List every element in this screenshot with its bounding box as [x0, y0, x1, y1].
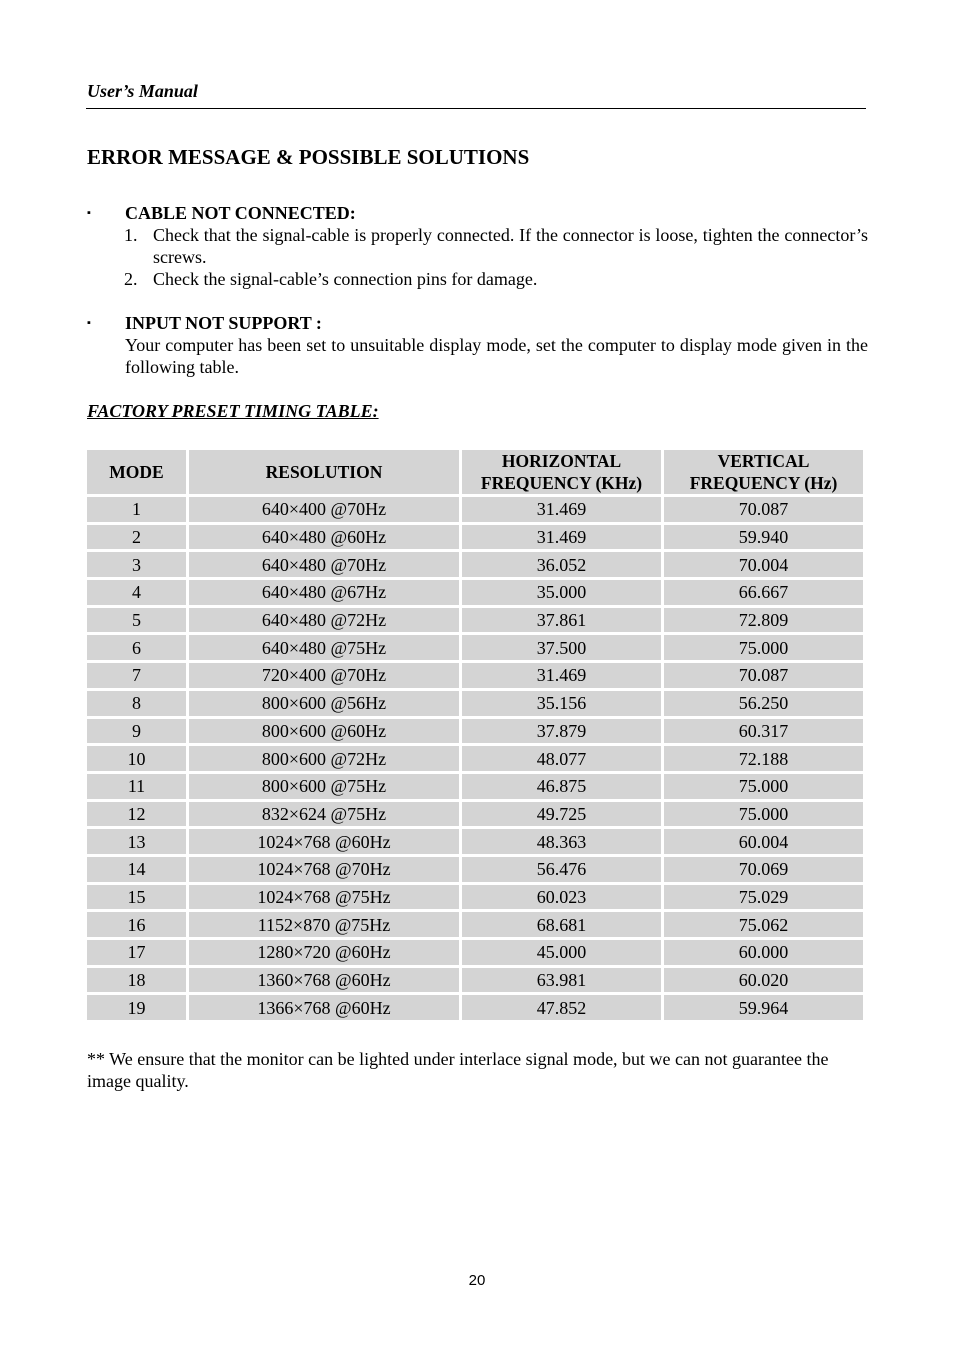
section-cable-not-connected: [87, 202, 868, 290]
cell-resolution: 1024×768 @75Hz: [189, 885, 459, 910]
cell-resolution: 1360×768 @60Hz: [189, 968, 459, 993]
cell-resolution: 1366×768 @60Hz: [189, 995, 459, 1020]
cell-resolution: 800×600 @56Hz: [189, 691, 459, 716]
cell-resolution: 1152×870 @75Hz: [189, 912, 459, 937]
table-row: [87, 691, 863, 716]
cell-mode: 15: [87, 885, 186, 910]
table-row: [87, 940, 863, 965]
bullet-icon: ▪: [87, 207, 91, 219]
cell-horizontal-frequency: 49.725: [462, 802, 661, 827]
cell-mode: 14: [87, 857, 186, 882]
cell-horizontal-frequency: 31.469: [462, 497, 661, 522]
cell-horizontal-frequency: 48.077: [462, 746, 661, 771]
step-number: 2.: [124, 269, 138, 289]
table-row: [87, 497, 863, 522]
cell-resolution: 640×480 @75Hz: [189, 635, 459, 660]
table-row: [87, 968, 863, 993]
cell-vertical-frequency: 60.020: [664, 968, 863, 993]
section-heading: CABLE NOT CONNECTED:: [125, 203, 356, 223]
cell-horizontal-frequency: 47.852: [462, 995, 661, 1020]
cell-resolution: 832×624 @75Hz: [189, 802, 459, 827]
step-text: Check that the signal-cable is properly connected. If the connector is loose, tighten the connector’s screws.: [153, 225, 868, 267]
table-row: [87, 912, 863, 937]
cell-horizontal-frequency: 63.981: [462, 968, 661, 993]
step-list: [87, 224, 868, 290]
table-row: [87, 525, 863, 550]
cell-resolution: 640×480 @67Hz: [189, 580, 459, 605]
cell-vertical-frequency: 75.000: [664, 774, 863, 799]
table-row: [87, 885, 863, 910]
column-header-mode: MODE: [87, 450, 186, 494]
cell-mode: 6: [87, 635, 186, 660]
cell-resolution: 640×480 @72Hz: [189, 608, 459, 633]
cell-horizontal-frequency: 35.156: [462, 691, 661, 716]
cell-vertical-frequency: 70.004: [664, 552, 863, 577]
cell-vertical-frequency: 72.809: [664, 608, 863, 633]
cell-horizontal-frequency: 48.363: [462, 829, 661, 854]
cell-horizontal-frequency: 31.469: [462, 663, 661, 688]
header-rule: [86, 108, 866, 109]
page-title: ERROR MESSAGE & POSSIBLE SOLUTIONS: [87, 145, 530, 169]
section-body: Your computer has been set to unsuitable display mode, set the computer to display mode given in the following table.: [125, 335, 868, 377]
cell-mode: 7: [87, 663, 186, 688]
step-text: Check the signal-cable’s connection pins for damage.: [153, 269, 538, 289]
cell-vertical-frequency: 72.188: [664, 746, 863, 771]
cell-horizontal-frequency: 35.000: [462, 580, 661, 605]
column-header-resolution: RESOLUTION: [189, 450, 459, 494]
table-row: [87, 580, 863, 605]
cell-vertical-frequency: 75.000: [664, 802, 863, 827]
cell-vertical-frequency: 70.087: [664, 497, 863, 522]
column-header-horizontal-frequency: HORIZONTAL FREQUENCY (KHz): [462, 450, 661, 494]
cell-vertical-frequency: 75.029: [664, 885, 863, 910]
list-item: [124, 224, 868, 268]
table-row: [87, 719, 863, 744]
cell-horizontal-frequency: 46.875: [462, 774, 661, 799]
table-row: [87, 552, 863, 577]
cell-horizontal-frequency: 60.023: [462, 885, 661, 910]
cell-horizontal-frequency: 31.469: [462, 525, 661, 550]
timing-table: [84, 447, 866, 1023]
section-input-not-support: [87, 312, 868, 378]
table-row: [87, 995, 863, 1020]
cell-resolution: 640×400 @70Hz: [189, 497, 459, 522]
cell-vertical-frequency: 60.000: [664, 940, 863, 965]
cell-horizontal-frequency: 45.000: [462, 940, 661, 965]
cell-resolution: 640×480 @70Hz: [189, 552, 459, 577]
table-row: [87, 857, 863, 882]
cell-mode: 17: [87, 940, 186, 965]
section-heading: INPUT NOT SUPPORT :: [125, 313, 322, 333]
table-title: FACTORY PRESET TIMING TABLE:: [87, 401, 379, 421]
cell-vertical-frequency: 56.250: [664, 691, 863, 716]
table-row: [87, 802, 863, 827]
bullet-icon: ▪: [87, 317, 91, 329]
cell-mode: 8: [87, 691, 186, 716]
cell-mode: 19: [87, 995, 186, 1020]
cell-horizontal-frequency: 37.861: [462, 608, 661, 633]
cell-horizontal-frequency: 37.500: [462, 635, 661, 660]
cell-mode: 1: [87, 497, 186, 522]
cell-resolution: 720×400 @70Hz: [189, 663, 459, 688]
cell-mode: 10: [87, 746, 186, 771]
table-row: [87, 746, 863, 771]
cell-vertical-frequency: 70.087: [664, 663, 863, 688]
cell-mode: 4: [87, 580, 186, 605]
page-number: 20: [468, 1272, 486, 1289]
table-row: [87, 635, 863, 660]
cell-mode: 18: [87, 968, 186, 993]
cell-vertical-frequency: 59.964: [664, 995, 863, 1020]
cell-resolution: 640×480 @60Hz: [189, 525, 459, 550]
cell-resolution: 1024×768 @70Hz: [189, 857, 459, 882]
step-number: 1.: [124, 225, 138, 245]
cell-mode: 5: [87, 608, 186, 633]
table-body: [87, 497, 863, 1020]
cell-horizontal-frequency: 36.052: [462, 552, 661, 577]
cell-mode: 11: [87, 774, 186, 799]
table-header-row: [87, 450, 863, 494]
cell-resolution: 1280×720 @60Hz: [189, 940, 459, 965]
table-row: [87, 608, 863, 633]
table-row: [87, 829, 863, 854]
cell-mode: 2: [87, 525, 186, 550]
cell-resolution: 800×600 @60Hz: [189, 719, 459, 744]
cell-horizontal-frequency: 37.879: [462, 719, 661, 744]
cell-horizontal-frequency: 68.681: [462, 912, 661, 937]
cell-resolution: 1024×768 @60Hz: [189, 829, 459, 854]
cell-resolution: 800×600 @72Hz: [189, 746, 459, 771]
cell-vertical-frequency: 59.940: [664, 525, 863, 550]
column-header-vertical-frequency: VERTICAL FREQUENCY (Hz): [664, 450, 863, 494]
cell-horizontal-frequency: 56.476: [462, 857, 661, 882]
table-row: [87, 774, 863, 799]
cell-resolution: 800×600 @75Hz: [189, 774, 459, 799]
cell-vertical-frequency: 70.069: [664, 857, 863, 882]
cell-mode: 16: [87, 912, 186, 937]
footnote: ** We ensure that the monitor can be lighted under interlace signal mode, but we can not guarantee the image quality.: [87, 1049, 829, 1091]
cell-vertical-frequency: 66.667: [664, 580, 863, 605]
cell-mode: 9: [87, 719, 186, 744]
cell-vertical-frequency: 75.000: [664, 635, 863, 660]
table-row: [87, 663, 863, 688]
cell-vertical-frequency: 60.317: [664, 719, 863, 744]
cell-vertical-frequency: 75.062: [664, 912, 863, 937]
cell-mode: 13: [87, 829, 186, 854]
cell-mode: 3: [87, 552, 186, 577]
running-head: User’s Manual: [87, 81, 198, 101]
cell-vertical-frequency: 60.004: [664, 829, 863, 854]
list-item: [124, 268, 868, 290]
cell-mode: 12: [87, 802, 186, 827]
